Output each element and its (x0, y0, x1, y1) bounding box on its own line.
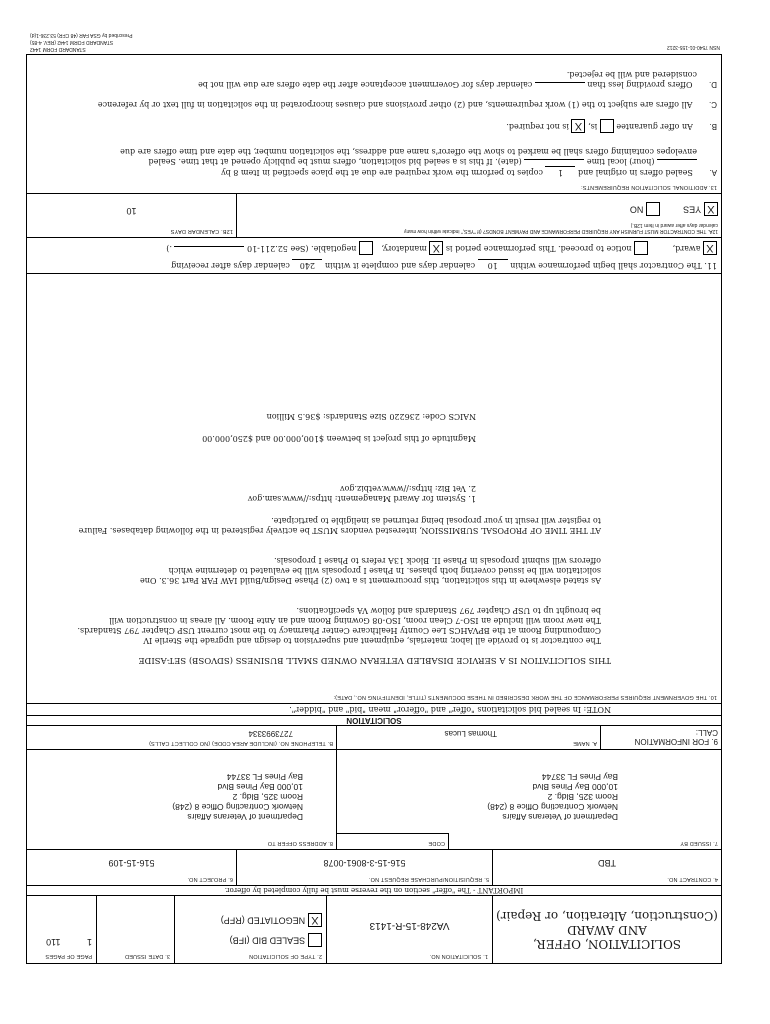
page-count (31, 937, 92, 947)
item13-b-text1: An offer guarantee (616, 122, 693, 131)
header-row (26, 895, 722, 964)
scope-line: The new room will include an ISO-7 Clean room, ISO-08 Gowning Room and an Ante Room. All areas in construction will (109, 616, 601, 625)
item11-line1 (171, 259, 717, 270)
calendar-days-label: 12B. CALENDAR DAYS (170, 228, 233, 234)
complete-days[interactable]: 240 (292, 259, 322, 270)
item13-a (31, 146, 717, 177)
negotiable-label: negotiable. (See 52.211-10 (247, 244, 357, 253)
negotiable-checkbox[interactable] (359, 241, 373, 255)
notice-checkbox[interactable] (634, 241, 648, 255)
address-line: Room 325, Bldg. 2 (232, 792, 303, 802)
address-line: 10,000 Bay Pines Blvd (217, 782, 303, 792)
requisition-no: 516-15-3-8061-0078 (323, 858, 406, 868)
item13-d-letter: D. (709, 80, 717, 89)
hour-field[interactable] (657, 159, 697, 160)
page-number: 1 (86, 937, 92, 947)
negotiated-label: NEGOTIATED (RFP) (220, 915, 306, 926)
address-offer-label: 8. ADDRESS OFFER TO (267, 840, 333, 846)
contract-no-cell (493, 849, 721, 885)
issued-by-label: 7. ISSUED BY (680, 840, 718, 846)
contact-name: Thomas Lucas (444, 729, 497, 738)
item13-a-text5: envelopes containing offers shall be marked to show the offeror's name and address, the solicitation number, the date and time offers are due (120, 147, 697, 156)
code-box (336, 833, 449, 849)
issued-by-line: Network Contracting Office 8 (248) (487, 802, 618, 812)
project-no-cell (27, 849, 237, 885)
sealed-bid-label: SEALED BID (IFB) (229, 935, 306, 946)
item13-d (31, 69, 717, 89)
issued-by-line: 10,000 Bay Pines Blvd (532, 782, 618, 792)
requisition-no-cell (237, 849, 493, 885)
registration-line: AT THE TIME OF PROPOSAL SUBMISSION, interested vendors MUST be actively registered in the following databases. Failure (78, 526, 601, 535)
item13-a-letter: A. (709, 168, 717, 177)
issued-by-line: Room 325, Bldg. 2 (547, 792, 618, 802)
addresses-row (26, 749, 722, 850)
type-cell (175, 895, 327, 963)
item13-b (31, 119, 717, 133)
important-row (26, 885, 722, 896)
negotiated-option (179, 913, 322, 927)
address-line: Bay Pines FL 33744 (226, 772, 303, 782)
item11-text: 11. The Contractor shall begin performance within (510, 261, 717, 270)
calendar-days-cell (27, 193, 237, 237)
notice-label: notice to proceed. This performance period is (445, 244, 632, 253)
negotiated-checkbox[interactable]: X (308, 913, 322, 927)
solicitation-no: VA248-15-R-1413 (369, 920, 450, 931)
item13-label: 13. ADDITIONAL SOLICITATION REQUIREMENTS: (580, 184, 717, 190)
for-information-cell (601, 725, 721, 749)
name-label: A. NAME (572, 740, 597, 746)
address-offer-address (30, 772, 303, 822)
form-title-line2: AND AWARD (567, 923, 647, 937)
item13-c-text: All offers are subject to the (1) work requirements, and (2) other provisions and clauses incorporated in the solicitation in full text or by reference (97, 100, 693, 109)
item13-a-text2: copies to perform the work required are due at the place specified in Item 8 by (221, 168, 543, 177)
form-number: STANDARD FORM 1442 (30, 46, 86, 52)
solicitation-heading-row (26, 715, 722, 726)
negotiable-close: .) (166, 244, 172, 253)
negotiable-field[interactable] (175, 246, 245, 247)
telephone-cell (27, 725, 337, 749)
note-row (26, 703, 722, 716)
naics-code: NAICS Code: 236220 Size Standards: $36.5 Million (266, 412, 476, 421)
bonds-no-checkbox[interactable] (646, 202, 660, 216)
phase-line: solicitation will be issued covering both phases. In Phase I proposals will be evaluated to determine which (168, 566, 601, 575)
acceptance-days-field[interactable] (535, 82, 585, 83)
sam-link[interactable]: 1. System for Award Management: https://www.sam.gov (247, 494, 476, 503)
magnitude: Magnitude of this project is between $100,000.00 and $250,000.00 (202, 434, 476, 443)
start-days[interactable]: 10 (478, 259, 508, 270)
item11-block (26, 237, 722, 274)
item13-d-text3: considered and will be rejected. (566, 70, 697, 79)
footer (28, 32, 722, 52)
item10-label: 10. THE GOVERNMENT REQUIRES PERFORMANCE OF THE WORK DESCRIBED IN THESE DOCUMENTS (TITLE, IDENTIFYING NO., DATE): (333, 694, 717, 700)
item13-c (31, 99, 717, 109)
item11-text3: calendar days after receiving (171, 261, 290, 270)
form-title-line1: SOLICITATION, OFFER, (532, 937, 682, 951)
bonds-yes-label: YES (683, 204, 702, 215)
item13-block (26, 54, 722, 194)
date-issued-label: 3. DATE ISSUED (124, 953, 170, 959)
name-cell (337, 725, 601, 749)
bonds-cell (237, 193, 721, 237)
important-notice: IMPORTANT - The "offer" section on the reverse must be fully completed by offeror. (224, 886, 524, 894)
prescribed-by: Prescribed by GSA FAR (48 CFR) 53.236-1(d) (30, 32, 133, 38)
item13-b-letter: B. (709, 122, 717, 131)
award-label: award, (672, 244, 701, 253)
registration-line: to register will result in your proposal being returned as ineligible to participate. (271, 516, 601, 525)
call-label: CALL: (695, 728, 718, 737)
bonds-label2: calendar days after award in Item 12B.) (630, 222, 718, 228)
for-information-label: 9. FOR INFORMATION (634, 737, 718, 746)
guarantee-is-checkbox[interactable] (600, 119, 614, 133)
title-cell (493, 895, 721, 963)
item12-block (26, 193, 722, 238)
form-id (30, 31, 133, 52)
copies-field[interactable]: 1 (545, 166, 575, 177)
date-issued-cell (97, 895, 175, 963)
pages-cell (27, 895, 97, 963)
calendar-days: 10 (126, 206, 137, 216)
project-no: 516-15-109 (108, 858, 155, 868)
award-checkbox[interactable]: X (703, 241, 717, 255)
item11-line2 (166, 241, 717, 255)
scope-line: be brought up to USP Chapter 797 Standards and follow VA specifications. (296, 606, 601, 615)
phase-line: As stated elsewhere in this solicitation, this procurement is a two (2) Phase Design/Build IAW FAR Part 36.3. One (140, 576, 601, 585)
telephone-label: B. TELEPHONE NO. (INCLUDE AREA CODE) (NO COLLECT CALLS) (148, 740, 333, 746)
mandatory-label: mandatory, (381, 244, 427, 253)
type-label: 2. TYPE OF SOLICITATION (248, 953, 322, 959)
telephone-no: 7273993334 (248, 729, 293, 738)
issued-by-cell (337, 749, 721, 849)
form-revision: STANDARD FORM 1442 (REV. 4-85) (30, 39, 114, 45)
address-line: Network Contracting Office 8 (248) (172, 802, 303, 812)
scope-line: The contractor is to provide all labor, materials, equipment and supervision to design and upgrade the Sterile IV (143, 636, 601, 645)
bonds-no-label: NO (629, 204, 644, 215)
registration-paragraph (79, 515, 601, 535)
item13-a-text4: (date). If this is a sealed bid solicitation, offers must be publicly opened at that time. Sealed (148, 157, 522, 166)
item13-d-text2: calendar days for Government acceptance after the date offers are due will not be (198, 80, 533, 89)
scope-paragraph (77, 605, 601, 645)
phase-line: offerors will submit proposals in Phase II. Block 13A refers to Phase I proposals. (274, 556, 601, 565)
item13-a-text1: Sealed offers in original and (578, 168, 693, 177)
total-pages: 110 (46, 937, 61, 947)
item13-c-letter: C. (709, 100, 717, 109)
issued-by-address (340, 772, 618, 822)
item11-text2: calendar days and complete it within (324, 261, 476, 270)
address-line: Department of Veterans Affairs (187, 812, 303, 822)
set-aside-statement: THIS SOLICITATION IS A SERVICE DISABLED VETERAN OWNED SMALL BUSINESS (SDVOSB) SET-ASIDE (138, 655, 611, 665)
issued-by-line: Bay Pines FL 33744 (541, 772, 618, 782)
sealed-bid-checkbox[interactable] (308, 933, 322, 947)
solicitation-no-cell (327, 895, 493, 963)
sealed-bid-option (179, 933, 322, 947)
project-no-label: 6. PROJECT NO. (187, 876, 233, 882)
information-row (26, 725, 722, 750)
item10-block (26, 273, 722, 704)
registration-list (248, 483, 476, 503)
solicitation-no-label: 1. SOLICITATION NO. (429, 953, 488, 959)
guarantee-not-checkbox[interactable]: X (571, 119, 585, 133)
solicitation-heading: SOLICITATION (346, 716, 402, 725)
bonds-label: 12A. THE CONTRACTOR MUST FURNISH ANY REQUIRED PERFORMANCE AND PAYMENT BONDS? (If "YES," indicate within how many (403, 228, 718, 234)
item13-b-text2: is not required. (506, 122, 569, 131)
phase-paragraph (140, 555, 601, 585)
item13-b-is: is, (588, 122, 598, 131)
scope-line: Compounding Room at the BPVAHCS Lee County Healthcare Center Pharmacy to the most current USP Chapter 797 Standards. (77, 626, 601, 635)
item13-d-text1: Offers providing less than (587, 80, 693, 89)
address-offer-cell (27, 749, 337, 849)
code-label: CODE (428, 840, 445, 846)
nsn: NSN 7540-01-155-3212 (666, 44, 720, 50)
vetbiz-link[interactable]: 2. Vet Biz: https://www.vetbiz.gov (340, 484, 476, 493)
contract-no-label: 4. CONTRACT NO. (667, 876, 718, 882)
requisition-no-label: 5. REQUISITION/PURCHASE REQUEST NO. (368, 876, 489, 882)
mandatory-checkbox[interactable]: X (429, 241, 443, 255)
bonds-options (240, 202, 718, 216)
bonds-yes-checkbox[interactable]: X (704, 202, 718, 216)
item13-a-text3: (hour) local time (586, 157, 655, 166)
numbers-row (26, 849, 722, 886)
date-field[interactable] (524, 159, 584, 160)
sealed-bid-note: NOTE: In sealed bid solicitations "offer" and "offeror" mean "bid" and "bidder". (289, 705, 611, 714)
page-of-pages-label: PAGE OF PAGES (45, 953, 92, 959)
issued-by-line: Department of Veterans Affairs (502, 812, 618, 822)
form-title-line3: (Construction, Alteration, or Repair) (496, 909, 718, 923)
contract-no: TBD (598, 858, 616, 868)
